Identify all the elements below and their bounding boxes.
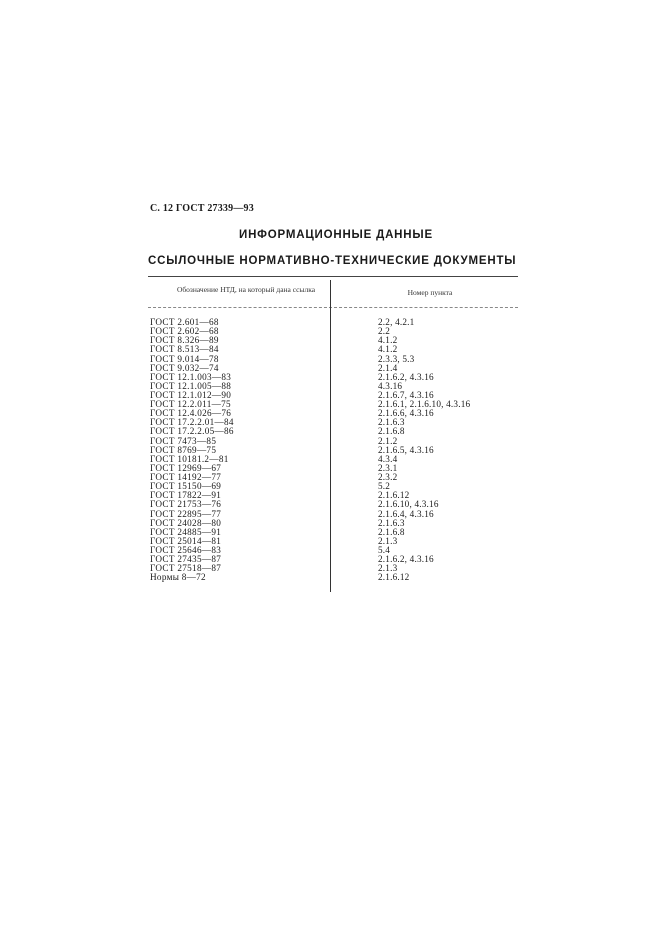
document-designation: ГОСТ 7473—85 bbox=[150, 435, 217, 446]
paragraph-number: 2.1.6.12 bbox=[378, 490, 410, 501]
paragraph-number: 4.1.2 bbox=[378, 344, 398, 355]
paragraph-number: 2.1.6.2, 4.3.16 bbox=[378, 371, 434, 382]
table-row bbox=[0, 455, 661, 464]
paragraph-number: 2.1.6.1, 2.1.6.10, 4.3.16 bbox=[378, 399, 471, 410]
paragraph-number: 2.1.6.3 bbox=[378, 417, 405, 428]
table-row bbox=[0, 373, 661, 382]
paragraph-number: 4.3.16 bbox=[378, 380, 403, 391]
document-designation: ГОСТ 22895—77 bbox=[150, 508, 222, 519]
paragraph-number: 2.1.2 bbox=[378, 435, 398, 446]
table-row bbox=[0, 482, 661, 491]
document-designation: ГОСТ 21753—76 bbox=[150, 499, 222, 510]
table-row bbox=[0, 528, 661, 537]
table-row bbox=[0, 555, 661, 564]
table-row bbox=[0, 382, 661, 391]
document-designation: ГОСТ 25014—81 bbox=[150, 535, 222, 546]
document-designation: ГОСТ 8.326—89 bbox=[150, 335, 219, 346]
column-header-document: Обозначение НТД, на который дана ссылка bbox=[176, 285, 316, 294]
table-row bbox=[0, 364, 661, 373]
table-row bbox=[0, 409, 661, 418]
paragraph-number: 2.1.6.5, 4.3.16 bbox=[378, 444, 434, 455]
paragraph-number: 2.1.6.8 bbox=[378, 526, 405, 537]
document-designation: ГОСТ 14192—77 bbox=[150, 472, 222, 482]
document-designation: ГОСТ 12.2.011—75 bbox=[150, 399, 231, 410]
table-row bbox=[0, 519, 661, 528]
table-row bbox=[0, 355, 661, 364]
paragraph-number: 5.2 bbox=[378, 481, 391, 492]
document-designation: ГОСТ 27435—87 bbox=[150, 554, 222, 565]
document-designation: ГОСТ 17.2.2.01—84 bbox=[150, 417, 234, 428]
table-row bbox=[0, 473, 661, 482]
document-designation: ГОСТ 24885—91 bbox=[150, 526, 222, 537]
table-row bbox=[0, 446, 661, 455]
document-designation: ГОСТ 12.1.003—83 bbox=[150, 371, 232, 382]
document-subtitle: ССЫЛОЧНЫЕ НОРМАТИВНО-ТЕХНИЧЕСКИЕ ДОКУМЕНТЫ bbox=[148, 255, 517, 267]
document-designation: ГОСТ 12969—67 bbox=[150, 462, 222, 473]
paragraph-number: 4.3.4 bbox=[378, 453, 398, 464]
table-row bbox=[0, 500, 661, 509]
table-row bbox=[0, 327, 661, 336]
table-row bbox=[0, 464, 661, 473]
table-row bbox=[0, 391, 661, 400]
table-row bbox=[0, 336, 661, 345]
paragraph-number: 2.1.3 bbox=[378, 535, 398, 546]
document-designation: ГОСТ 15150—69 bbox=[150, 481, 222, 492]
table-row bbox=[0, 537, 661, 546]
document-designation: ГОСТ 8769—75 bbox=[150, 444, 217, 455]
paragraph-number: 2.3.1 bbox=[378, 462, 398, 473]
paragraph-number: 2.3.3, 5.3 bbox=[378, 353, 415, 364]
paragraph-number: 2.1.6.10, 4.3.16 bbox=[378, 499, 439, 510]
table-row bbox=[0, 345, 661, 354]
document-designation: ГОСТ 12.1.005—88 bbox=[150, 380, 232, 391]
table-row bbox=[0, 546, 661, 555]
document-designation: ГОСТ 24028—80 bbox=[150, 517, 222, 528]
column-header-paragraph: Номер пункта bbox=[407, 288, 453, 297]
document-designation: ГОСТ 2.602—68 bbox=[150, 326, 219, 337]
title-rule bbox=[148, 276, 518, 277]
document-designation: ГОСТ 12.1.012—90 bbox=[150, 390, 232, 400]
document-designation: ГОСТ 8.513—84 bbox=[150, 344, 219, 355]
header-rule bbox=[148, 307, 518, 308]
paragraph-number: 2.1.6.2, 4.3.16 bbox=[378, 554, 434, 565]
paragraph-number: 2.2 bbox=[378, 326, 391, 337]
document-designation: ГОСТ 9.032—74 bbox=[150, 362, 219, 373]
table-row bbox=[0, 418, 661, 427]
paragraph-number: 2.1.6.3 bbox=[378, 517, 405, 528]
table-row bbox=[0, 400, 661, 409]
document-designation: ГОСТ 17822—91 bbox=[150, 490, 222, 501]
table-row bbox=[0, 427, 661, 436]
document-designation: Нормы 8—72 bbox=[150, 572, 206, 583]
paragraph-number: 2.1.6.8 bbox=[378, 426, 405, 437]
paragraph-number: 2.1.6.7, 4.3.16 bbox=[378, 390, 434, 400]
table-row bbox=[0, 318, 661, 327]
document-designation: ГОСТ 12.4.026—76 bbox=[150, 408, 232, 419]
paragraph-number: 2.3.2 bbox=[378, 472, 398, 482]
table-row bbox=[0, 573, 661, 582]
document-designation: ГОСТ 10181.2—81 bbox=[150, 453, 229, 464]
document-title: ИНФОРМАЦИОННЫЕ ДАННЫЕ bbox=[239, 229, 433, 241]
table-row bbox=[0, 491, 661, 500]
paragraph-number: 2.1.6.6, 4.3.16 bbox=[378, 408, 434, 419]
paragraph-number: 2.1.4 bbox=[378, 362, 398, 373]
document-designation: ГОСТ 27518—87 bbox=[150, 563, 222, 574]
document-designation: ГОСТ 9.014—78 bbox=[150, 353, 219, 364]
document-designation: ГОСТ 17.2.2.05—86 bbox=[150, 426, 234, 437]
table-row bbox=[0, 437, 661, 446]
paragraph-number: 2.1.6.4, 4.3.16 bbox=[378, 508, 434, 519]
paragraph-number: 4.1.2 bbox=[378, 335, 398, 346]
paragraph-number: 2.1.3 bbox=[378, 563, 398, 574]
paragraph-number: 2.1.6.12 bbox=[378, 572, 410, 583]
table-row bbox=[0, 510, 661, 519]
paragraph-number: 2.2, 4.2.1 bbox=[378, 317, 415, 327]
page-header: С. 12 ГОСТ 27339—93 bbox=[150, 203, 254, 214]
document-designation: ГОСТ 2.601—68 bbox=[150, 317, 219, 327]
paragraph-number: 5.4 bbox=[378, 545, 391, 555]
document-designation: ГОСТ 25646—83 bbox=[150, 545, 222, 555]
table-row bbox=[0, 564, 661, 573]
